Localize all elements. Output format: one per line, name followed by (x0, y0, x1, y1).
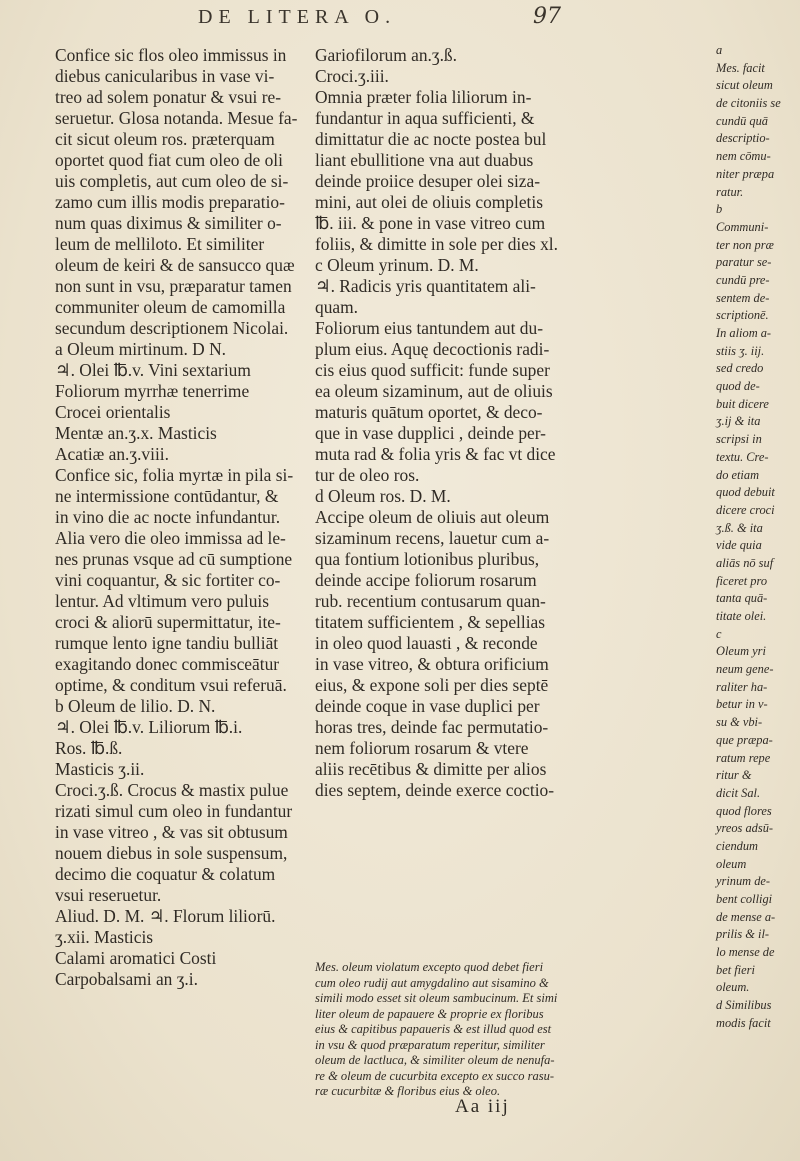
middle-text-column (315, 45, 711, 801)
text-line: mini, aut olei de oliuis completis (315, 192, 543, 212)
text-line: Confice sic flos oleo immissus in (55, 45, 287, 65)
text-line: b Oleum de lilio. D. N. (55, 696, 216, 716)
text-line: num quas diximus & similiter o- (55, 213, 282, 233)
text-line: Accipe oleum de oliuis aut oleum (315, 507, 550, 527)
margin-note-line: cundū pre- (716, 272, 770, 287)
margin-note-line: scripsi in (716, 432, 762, 447)
margin-note-line: ratum repe (716, 750, 771, 765)
margin-note-line: oleum (716, 856, 747, 871)
text-line: Omnia præter folia liliorum in- (315, 87, 532, 107)
note-line: liter oleum de papauere & proprie ex floribus (315, 1006, 544, 1021)
text-line: qua fontium lotionibus pluribus, (315, 549, 540, 569)
text-line: in oleo quod lauasti , & reconde (315, 633, 538, 653)
text-line: dies septem, deinde exerce coctio- (315, 780, 555, 800)
margin-note-line: raliter ha- (716, 679, 768, 694)
margin-note-line: vide quia (716, 538, 762, 553)
text-line: cis eius quod sufficit: funde super (315, 360, 550, 380)
margin-note-line: paratur se- (716, 255, 772, 270)
margin-note-line: sicut oleum (716, 78, 773, 93)
margin-note-line: titate olei. (716, 609, 767, 623)
text-line: oportet quod fiat cum oleo de oli (55, 150, 283, 170)
text-line: exagitando donec commisceātur (55, 654, 280, 674)
margin-note-line: yrinum de- (716, 874, 771, 889)
text-line: Carpobalsami an ʒ.i. (55, 969, 198, 989)
text-line: eius, & expone soli per dies septē (315, 675, 549, 695)
text-line: Confice sic, folia myrtæ in pila si- (55, 465, 294, 485)
margin-note-line: sed credo (716, 361, 764, 376)
text-line: titatem sufficientem , & sepellias (315, 612, 546, 632)
margin-note-line: descriptio- (716, 131, 770, 146)
text-line: muta rad & folia yris & fac vt dice (315, 444, 556, 464)
text-line: Masticis ʒ.ii. (55, 759, 145, 779)
text-line: in vino die ac nocte infundantur. (55, 507, 281, 527)
marginal-notes (716, 42, 796, 1033)
text-line: cit sicut oleum ros. præterquam (55, 129, 275, 149)
text-line: horas tres, deinde fac permutatio- (315, 717, 549, 737)
text-line: ♃. Olei ℔.v. Liliorum ℔.i. (55, 717, 243, 737)
margin-note-line: neum gene- (716, 662, 774, 677)
margin-note-line: textu. Cre- (716, 449, 769, 464)
text-line: non sunt in vsu, præparatur tamen (55, 276, 292, 296)
margin-note-line: cundū quā (716, 113, 768, 128)
text-line: Alia vero die oleo immissa ad le- (55, 528, 286, 548)
margin-note-line: c (716, 626, 722, 641)
margin-note-line: betur in v- (716, 697, 768, 712)
text-line: leum de melliloto. Et similiter (55, 234, 265, 254)
margin-note-line: lo mense de (716, 945, 775, 960)
margin-note-line: In aliom a- (716, 326, 772, 340)
margin-note-line: aliās nō suf (716, 555, 774, 570)
text-line: Calami aromatici Costi (55, 948, 217, 968)
text-line: oleum de keiri & de sansucco quæ (55, 255, 295, 275)
margin-note-line: bet fieri (716, 962, 755, 977)
text-line: Croci.ʒ.ß. Crocus & mastix pulue (55, 780, 289, 800)
text-line: vsui reseruetur. (55, 885, 162, 905)
margin-note-line: que præpa- (716, 732, 773, 747)
margin-note-line: de mense a- (716, 909, 776, 924)
margin-note-line: yreos adsū- (716, 821, 774, 836)
text-line: Croci.ʒ.iii. (315, 66, 389, 86)
text-line: nouem diebus in sole suspensum, (55, 843, 288, 863)
text-line: ℔. iii. & pone in vase vitreo cum (315, 213, 546, 233)
signature-mark: Aa iij (455, 1096, 510, 1117)
margin-note-line: dicit Sal. (716, 785, 761, 800)
margin-note-line: scriptionē. (716, 308, 769, 323)
text-line: sizaminum recens, lauetur cum a- (315, 528, 550, 548)
text-line: c Oleum yrinum. D. M. (315, 255, 479, 275)
note-line: eius & capitibus papaueris & est illud quod est (315, 1022, 552, 1036)
text-line: liant ebullitione vna aut duabus (315, 150, 534, 170)
text-line: seruetur. Glosa notanda. Mesue fa- (55, 108, 298, 128)
text-line: maturis quātum oportet, & deco- (315, 402, 543, 422)
text-line: croci & aliorū supermittatur, ite- (55, 612, 281, 632)
margin-note-line: d Similibus (716, 998, 772, 1013)
text-line: lentur. Ad vltimum vero puluis (55, 591, 269, 611)
text-line: d Oleum ros. D. M. (315, 486, 451, 506)
margin-note-line: nem cōmu- (716, 149, 771, 164)
margin-note-line: oleum. (716, 980, 750, 995)
text-line: secundum descriptionem Nicolai. (55, 318, 289, 338)
text-line: treo ad solem ponatur & vsui re- (55, 87, 282, 107)
page-number: 97 (533, 4, 561, 29)
text-line: deinde proiice desuper olei siza- (315, 171, 541, 191)
text-line: nem foliorum rosarum & vtere (315, 738, 529, 758)
text-line: fundantur in aqua sufficienti, & (315, 108, 535, 128)
note-line: in vsu & quod præparatum reperitur, similiter (315, 1037, 545, 1052)
margin-note-line: ratur. (716, 184, 744, 199)
text-line: rub. recentium contusarum quan- (315, 591, 546, 611)
note-line: re & oleum de cucurbita excepto ex succo rasu- (315, 1068, 555, 1083)
text-line: Gariofilorum an.ʒ.ß. (315, 45, 457, 65)
margin-note-line: a (716, 43, 723, 57)
text-line: optime, & conditum vsui referuā. (55, 675, 287, 695)
text-line: ♃. Olei ℔.v. Vini sextarium (55, 360, 251, 380)
text-line: zamo cum illis modis preparatio- (55, 192, 285, 212)
margin-note-line: niter præpa (716, 166, 775, 181)
margin-note-line: sentem de- (716, 290, 770, 305)
margin-note-line: tanta quā- (716, 591, 768, 606)
text-line: Mentæ an.ʒ.x. Masticis (55, 423, 217, 443)
text-line: vini coquantur, & sic fortiter co- (55, 570, 281, 590)
text-line: ne intermissione contūdantur, & (55, 486, 279, 506)
note-line: ræ cucurbitæ & floribus eius & oleo. (315, 1084, 501, 1098)
note-line: cum oleo rudij aut amygdalino aut sisamino & (315, 975, 549, 990)
text-line: communiter oleum de camomilla (55, 297, 286, 317)
text-line: que in vase dupplici , deinde per- (315, 423, 546, 443)
margin-note-line: dicere croci (716, 502, 775, 517)
text-line: ♃. Radicis yris quantitatem ali- (315, 276, 536, 296)
margin-note-line: quod de- (716, 379, 760, 394)
margin-note-line: bent colligi (716, 892, 773, 906)
running-head: DE LITERA O. (198, 6, 397, 28)
margin-note-line: quod debuit (716, 485, 775, 500)
margin-note-line: quod flores (716, 803, 772, 818)
left-text-column (55, 45, 297, 990)
margin-note-line: stiis ʒ. iij. (716, 343, 765, 358)
text-line: uis completis, aut cum oleo de si- (55, 171, 289, 191)
margin-note-line: ritur & (716, 768, 752, 783)
text-line: rumque lento igne tandiu bulliāt (55, 633, 279, 653)
margin-note-line: de citoniis se (716, 96, 781, 111)
text-line: quam. (315, 297, 358, 317)
text-line: foliis, & dimitte in sole per dies xl. (315, 234, 558, 254)
text-line: tur de oleo ros. (315, 465, 420, 485)
text-line: dimittatur die ac nocte postea bul (315, 129, 547, 149)
note-line: Mes. oleum violatum excepto quod debet fieri (315, 960, 544, 974)
margin-note-line: prilis & il- (716, 927, 770, 942)
text-line: deinde coque in vase duplici per (315, 696, 540, 716)
note-line: simili modo esset sit oleum sambucinum. Et simi (315, 991, 558, 1005)
margin-note-line: ter non præ (716, 237, 774, 252)
margin-note-line: Oleum yri (716, 644, 766, 659)
text-line: rizati simul cum oleo in fundantur (55, 801, 293, 821)
margin-note-line: Communi- (716, 219, 769, 234)
margin-note-line: modis facit (716, 1015, 771, 1030)
text-line: Aliud. D. M. ♃. Florum liliorū. (55, 906, 276, 926)
text-line: nes prunas vsque ad cū sumptione (55, 549, 293, 569)
margin-note-line: buit dicere (716, 396, 769, 411)
text-line: aliis recētibus & dimitte per alios (315, 759, 547, 779)
text-line: in vase vitreo, & obtura orificium (315, 654, 549, 674)
text-line: Foliorum eius tantundem aut du- (315, 318, 543, 338)
margin-note-line: ficeret pro (716, 573, 768, 588)
text-line: ʒ.xii. Masticis (55, 927, 154, 947)
text-line: Foliorum myrrhæ tenerrime (55, 381, 250, 401)
margin-note-line: ʒ.ß. & ita (716, 520, 763, 535)
text-line: deinde accipe foliorum rosarum (315, 570, 537, 590)
text-line: Ros. ℔.ß. (55, 738, 123, 758)
margin-note-line: b (716, 202, 723, 217)
text-line: decimo die coquatur & colatum (55, 864, 276, 884)
margin-note-line: ciendum (716, 838, 758, 853)
margin-note-line: su & vbi- (716, 715, 763, 730)
text-line: a Oleum mirtinum. D N. (55, 339, 226, 359)
note-line: oleum de lactluca, & similiter oleum de nenufa- (315, 1053, 555, 1067)
margin-note-line: Mes. facit (716, 60, 765, 75)
text-line: Crocei orientalis (55, 402, 171, 422)
text-line: diebus canicularibus in vase vi- (55, 66, 275, 86)
text-line: ea oleum sizaminum, aut de oliuis (315, 381, 553, 401)
margin-note-line: do etiam (716, 467, 760, 482)
text-line: plum eius. Aquę decoctionis radi- (315, 339, 550, 359)
text-line: Acatiæ an.ʒ.viii. (55, 444, 169, 464)
footnote-block (315, 960, 705, 1100)
margin-note-line: ʒ.ij & ita (716, 414, 761, 429)
text-line: in vase vitreo , & vas sit obtusum (55, 822, 288, 842)
